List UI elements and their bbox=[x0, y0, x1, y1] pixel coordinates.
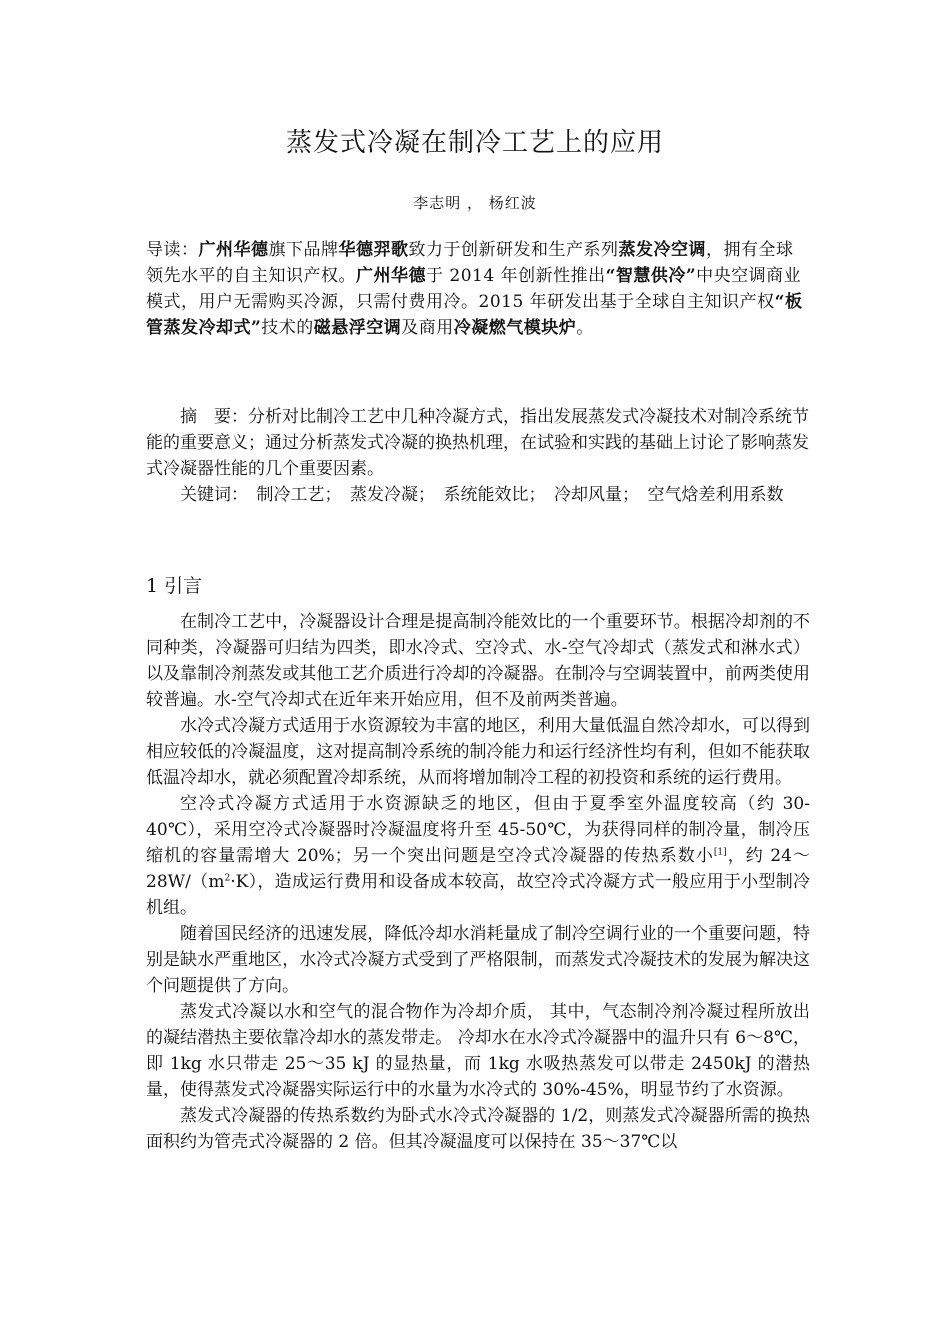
intro-bold: 蒸发冷空调 bbox=[618, 240, 706, 260]
body-paragraph: 在制冷工艺中，冷凝器设计合理是提高制冷能效比的一个重要环节。根据冷却剂的不同种类，冷凝器可归结为四类，即水冷式、空冷式、水-空气冷却式（蒸发式和淋水式）以及靠制冷剂蒸发或其他工艺介质进行冷却的冷凝器。在制冷与空调装置中，前两类使用较普遍。水-空气冷却式在近年来开始应用，但不及前两类普遍。 bbox=[146, 612, 810, 710]
intro-bold: “板管蒸发冷却式” bbox=[146, 292, 803, 338]
intro-text: 于 2014 年创新性推出 bbox=[426, 266, 606, 286]
intro-text: 中央空调商业模式，用户无需购买冷源，只需付费用冷。2015 年研发出基于全球自主知识产权 bbox=[146, 266, 802, 312]
body-text bbox=[146, 609, 810, 1155]
body-paragraph: 水冷式冷凝方式适用于水资源较为丰富的地区，利用大量低温自然冷却水，可以得到相应较低的冷凝温度，这对提高制冷系统的制冷能力和运行经济性均有利，但如不能获取低温冷却水，就必须配置冷却系统，从而将增加制冷工程的初投资和系统的运行费用。 bbox=[146, 716, 810, 788]
body-paragraph: 随着国民经济的迅速发展，降低冷却水消耗量成了制冷空调行业的一个重要问题，特别是缺水严重地区，水冷式冷凝方式受到了严格限制，而蒸发式冷凝技术的发展为解决这个问题提供了方向。 bbox=[146, 924, 810, 996]
keywords: 关键词： 制冷工艺； 蒸发冷凝； 系统能效比； 冷却风量； 空气焓差利用系数 bbox=[180, 485, 784, 505]
intro-bold: “智慧供冷” bbox=[605, 266, 697, 286]
intro-bold: 广州华德 bbox=[356, 266, 426, 286]
body-text-run: ·K），造成运行费用和设备成本较高，故空冷式冷凝方式一般应用于小型制冷机组。 bbox=[146, 872, 811, 918]
intro-paragraph bbox=[146, 237, 806, 341]
abstract-block bbox=[146, 404, 810, 508]
intro-text: 及商用 bbox=[401, 318, 454, 338]
intro-text: ，拥有全球领先水平的自主知识产权。 bbox=[146, 240, 794, 286]
intro-text: 。 bbox=[576, 318, 594, 338]
section-heading: 1 引言 bbox=[146, 575, 203, 597]
intro-text: 旗下品牌 bbox=[268, 240, 339, 260]
authors: 李志明 ， 杨红波 bbox=[413, 194, 537, 212]
intro-text: 致力于创新研发和生产系列 bbox=[408, 240, 619, 260]
intro-bold: 华德羿歌 bbox=[338, 240, 409, 260]
intro-text: 导读： bbox=[146, 240, 199, 260]
intro-bold: 广州华德 bbox=[198, 240, 269, 260]
body-paragraph bbox=[146, 791, 810, 921]
superscript: 2 bbox=[224, 873, 231, 884]
intro-text: 技术的 bbox=[261, 318, 314, 338]
abstract-text: 摘 要：分析对比制冷工艺中几种冷凝方式，指出发展蒸发式冷凝技术对制冷系统节能的重要意义；通过分析蒸发式冷凝的换热机理，在试验和实践的基础上讨论了影响蒸发式冷凝器性能的几个重要因素。 bbox=[146, 407, 809, 479]
body-paragraph: 蒸发式冷凝以水和空气的混合物作为冷却介质， 其中，气态制冷剂冷凝过程所放出的凝结潜热主要依靠冷却水的蒸发带走。 冷却水在水冷式冷凝器中的温升只有 6～8℃，即 1kg 水只带走 25～35 kJ 的显热量，而 1kg 水吸热蒸发可以带走 2450kJ 的潜热量，使得蒸发式冷凝器实际运行中的水量为水冷式的 30%-45%，明显节约了水资源。 bbox=[146, 1002, 810, 1100]
body-text-run: ，约 24～28W/（m bbox=[146, 846, 810, 892]
intro-bold: 冷凝燃气模块炉 bbox=[453, 318, 577, 338]
body-paragraph: 蒸发式冷凝器的传热系数约为卧式水冷式冷凝器的 1/2，则蒸发式冷凝器所需的换热面积约为管壳式冷凝器的 2 倍。但其冷凝温度可以保持在 35～37℃以 bbox=[146, 1106, 810, 1152]
document-title: 蒸发式冷凝在制冷工艺上的应用 bbox=[285, 128, 664, 158]
citation-ref: [1] bbox=[713, 847, 727, 858]
body-text-run: 空冷式冷凝方式适用于水资源缺乏的地区，但由于夏季室外温度较高（约 30-40℃），采用空冷式冷凝器时冷凝温度将升至 45-50℃，为获得同样的制冷量，制冷压缩机的容量需增大 20%；另一个突出问题是空冷式冷凝器的传热系数小 bbox=[146, 794, 810, 866]
intro-bold: 磁悬浮空调 bbox=[313, 318, 402, 338]
